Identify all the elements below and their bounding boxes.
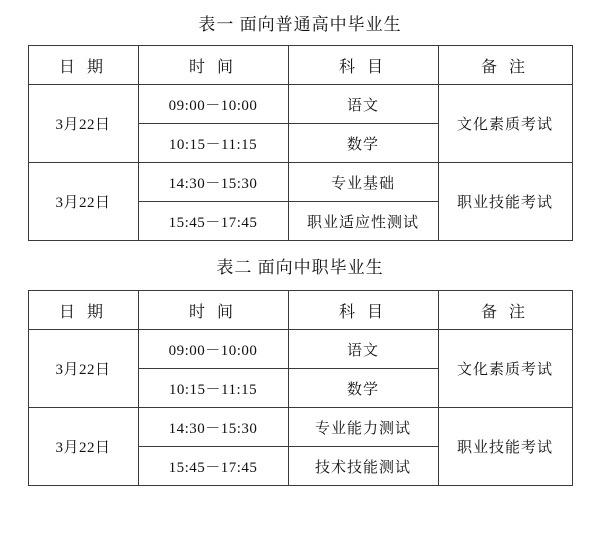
column-header-date: 日 期 [28, 46, 138, 85]
table-1 [28, 45, 573, 241]
cell-subject: 职业适应性测试 [288, 202, 438, 241]
cell-date: 3月22日 [28, 330, 138, 408]
table-2-caption: 表二 面向中职毕业生 [216, 258, 384, 277]
column-header-note: 备 注 [438, 291, 572, 330]
table-header-row [28, 46, 572, 85]
cell-subject: 技术技能测试 [288, 447, 438, 486]
table-row [28, 163, 572, 202]
cell-subject: 语文 [288, 85, 438, 124]
column-header-subject: 科 目 [288, 291, 438, 330]
cell-subject: 专业基础 [288, 163, 438, 202]
cell-time: 10:15－11:15 [138, 369, 288, 408]
cell-note: 职业技能考试 [438, 163, 572, 241]
cell-subject: 数学 [288, 369, 438, 408]
cell-time: 15:45－17:45 [138, 447, 288, 486]
column-header-subject: 科 目 [288, 46, 438, 85]
table-1-caption: 表一 面向普通高中毕业生 [198, 15, 402, 34]
schedule-block-2 [0, 241, 600, 486]
cell-subject: 语文 [288, 330, 438, 369]
cell-subject: 数学 [288, 124, 438, 163]
schedule-block-1 [0, 0, 600, 241]
cell-time: 09:00－10:00 [138, 330, 288, 369]
cell-date: 3月22日 [28, 163, 138, 241]
cell-date: 3月22日 [28, 85, 138, 163]
cell-note: 文化素质考试 [438, 85, 572, 163]
table-row [28, 330, 572, 369]
cell-time: 10:15－11:15 [138, 124, 288, 163]
cell-time: 15:45－17:45 [138, 202, 288, 241]
cell-time: 14:30－15:30 [138, 408, 288, 447]
table-2 [28, 290, 573, 486]
column-header-note: 备 注 [438, 46, 572, 85]
table-row [28, 408, 572, 447]
table-row [28, 85, 572, 124]
cell-note: 文化素质考试 [438, 330, 572, 408]
column-header-time: 时 间 [138, 46, 288, 85]
cell-time: 14:30－15:30 [138, 163, 288, 202]
column-header-time: 时 间 [138, 291, 288, 330]
cell-time: 09:00－10:00 [138, 85, 288, 124]
cell-note: 职业技能考试 [438, 408, 572, 486]
cell-subject: 专业能力测试 [288, 408, 438, 447]
column-header-date: 日 期 [28, 291, 138, 330]
cell-date: 3月22日 [28, 408, 138, 486]
table-header-row [28, 291, 572, 330]
